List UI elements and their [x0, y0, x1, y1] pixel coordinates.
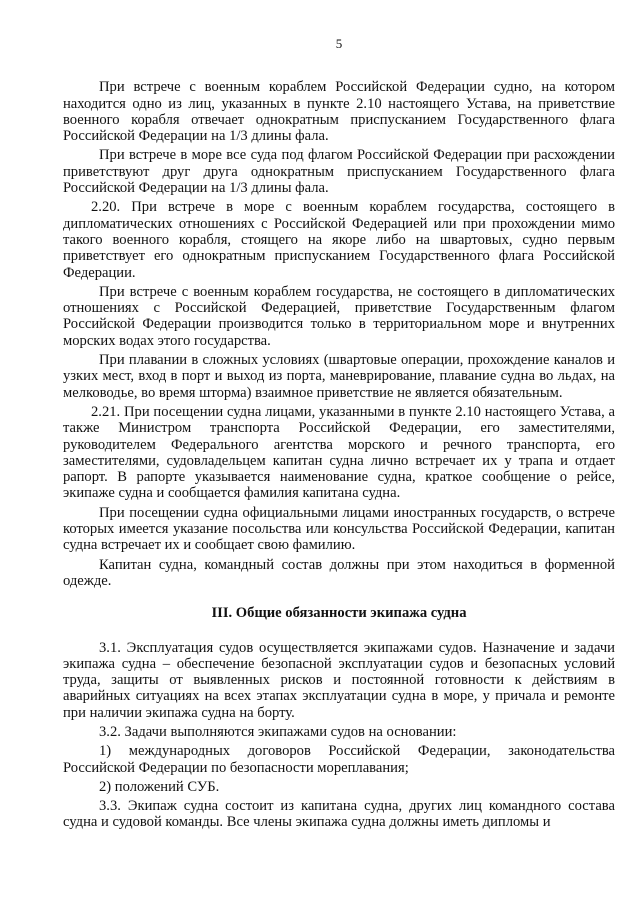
paragraph-non-diplomatic-state: При встрече с военным кораблем государства, не состоящего в дипломатических отношениях с Российской Федерацией, приветствие Государственным флагом Российской Федерации производится только в территориальном море и внутренних морских водах этого государства.: [63, 283, 615, 349]
paragraph-foreign-officials: При посещении судна официальными лицами иностранных государств, о встрече которых имеется указание посольства или консульства Российской Федерации, капитан судна встречает их и сообщает свою фамилию.: [63, 504, 615, 554]
paragraph-uniform: Капитан судна, командный состав должны при этом находиться в форменной одежде.: [63, 556, 615, 589]
paragraph-sea-passing-greeting: При встрече в море все суда под флагом Российской Федерации при расхождении приветствуют друг друга однократным приспусканием Государственного флага Российской Федерации на 1/3 длины фала.: [63, 147, 615, 197]
paragraph-2-21: 2.21. При посещении судна лицами, указанными в пункте 2.10 настоящего Устава, а также Министром транспорта Российской Федерации, его заместителями, руководителем Федерального агентства морского и речного транспорта, его заместителями, судовладельцем капитан судна лично встречает их у трапа и отдает рапорт. В рапорте указывается наименование судна, краткое сообщение о рейсе, экипаже судна и сообщается фамилия капитана судна.: [63, 403, 615, 502]
paragraph-3-2: 3.2. Задачи выполняются экипажами судов на основании:: [99, 723, 457, 740]
paragraph-2-20: 2.20. При встрече в море с военным кораблем государства, состоящего в дипломатических отношениях с Российской Федерацией или при прохождении мимо такого военного корабля, стоящего на якоре либо на швартовых, судно первым приветствует его однократным приспусканием Государственного флага Российской Федерации.: [63, 199, 615, 281]
paragraph-3-3: 3.3. Экипаж судна состоит из капитана судна, других лиц командного состава судна и судовой команды. Все члены экипажа судна должны иметь дипломы и: [63, 798, 615, 831]
paragraph-warship-greeting: При встрече с военным кораблем Российской Федерации судно, на котором находится одно из лиц, указанных в пункте 2.10 настоящего Устава, на приветствие военного корабля отвечает однократным приспусканием Государственного флага Российской Федерации на 1/3 длины фала.: [63, 79, 615, 145]
list-item-1: 1) международных договоров Российской Федерации, законодательства Российской Федерации по безопасности мореплавания;: [63, 743, 615, 776]
paragraph-3-1: 3.1. Эксплуатация судов осуществляется экипажами судов. Назначение и задачи экипажа судна – обеспечение безопасной эксплуатации судов и безопасных условий труда, защиты от выявленных рисков и постоянной готовности к действиям в аварийных ситуациях на всех этапах эксплуатации судна в море, у причала и ремонте при наличии экипажа судна на борту.: [63, 639, 615, 721]
paragraph-difficult-conditions: При плавании в сложных условиях (швартовые операции, прохождение каналов и узких мест, вход в порт и выход из порта, маневрирование, плавание судна во льдах, на мелководье, во время шторма) взаимное приветствие не является обязательным.: [63, 352, 615, 401]
section-heading: III. Общие обязанности экипажа судна: [211, 605, 467, 622]
page-number: 5: [335, 36, 343, 51]
list-item-2: 2) положений СУБ.: [99, 778, 220, 795]
